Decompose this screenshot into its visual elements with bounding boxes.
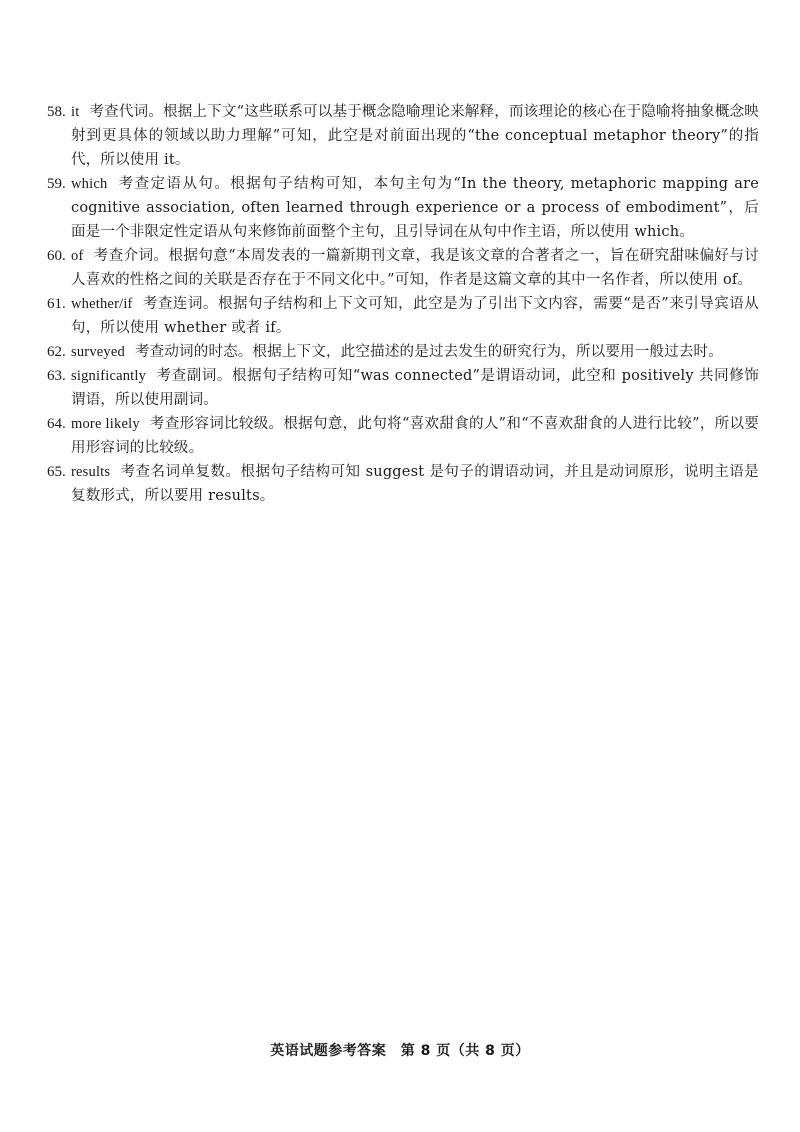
answer-item-58: [47, 100, 759, 172]
answer-word: significantly: [71, 368, 147, 384]
answer-word: which: [71, 176, 108, 192]
item-body: [71, 292, 759, 340]
item-body: [71, 460, 759, 508]
explanation: 考查定语从句。根据句子结构可知，本句主句为“In the theory, metaphoric mapping are cognitive association, often learned through experience or a process of embodiment”，后面是一个非限定性定语从句来修饰前面整个主句，且引导词在从句中作主语，所以使用 which。: [71, 176, 759, 240]
answer-item-63: [47, 364, 759, 412]
item-body: [71, 364, 759, 412]
item-body: [71, 340, 759, 364]
explanation: 考查名词单复数。根据句子结构可知 suggest 是句子的谓语动词，并且是动词原形，说明主语是复数形式，所以要用 results。: [71, 464, 759, 504]
answer-item-65: [47, 460, 759, 508]
answer-word: results: [71, 464, 111, 480]
page-footer: 英语试题参考答案 第 8 页（共 8 页）: [270, 1043, 530, 1059]
item-body: [71, 412, 759, 460]
answer-item-61: [47, 292, 759, 340]
answer-item-59: [47, 172, 759, 244]
answer-word: of: [71, 248, 84, 264]
explanation: 考查动词的时态。根据上下文，此空描述的是过去发生的研究行为，所以要用一般过去时。: [134, 344, 723, 360]
explanation: 考查副词。根据句子结构可知“was connected”是谓语动词，此空和 positively 共同修饰谓语，所以使用副词。: [71, 368, 759, 408]
explanation: 考查形容词比较级。根据句意，此句将“喜欢甜食的人”和“不喜欢甜食的人进行比较”，所以要用形容词的比较级。: [71, 416, 760, 456]
answer-item-62: [47, 340, 759, 364]
item-number: 61.: [47, 296, 66, 312]
item-number: 65.: [47, 464, 66, 480]
item-body: [71, 100, 759, 172]
answer-word: more likely: [71, 416, 140, 432]
item-body: [71, 172, 759, 244]
item-number: 64.: [47, 416, 66, 432]
answer-list: [47, 100, 759, 508]
explanation: 考查介词。根据句意“本周发表的一篇新期刊文章，我是该文章的合著者之一，旨在研究甜味偏好与讨人喜欢的性格之间的关联是否存在于不同文化中。”可知，作者是这篇文章的其中一名作者，所以使用 of。: [71, 248, 759, 288]
answer-word: it: [71, 104, 80, 120]
item-number: 63.: [47, 368, 66, 384]
answer-word: whether/if: [71, 296, 133, 312]
explanation: 考查代词。根据上下文“这些联系可以基于概念隐喻理论来解释，而该理论的核心在于隐喻将抽象概念映射到更具体的领域以助力理解”可知，此空是对前面出现的“the conceptual metaphor theory”的指代，所以使用 it。: [71, 104, 759, 168]
answer-item-64: [47, 412, 759, 460]
item-number: 60.: [47, 248, 66, 264]
item-number: 59.: [47, 176, 66, 192]
item-number: 58.: [47, 104, 66, 120]
explanation: 考查连词。根据句子结构和上下文可知，此空是为了引出下文内容，需要“是否”来引导宾语从句，所以使用 whether 或者 if。: [71, 296, 759, 336]
answer-item-60: [47, 244, 759, 292]
item-body: [71, 244, 759, 292]
answer-word: surveyed: [71, 344, 125, 360]
item-number: 62.: [47, 344, 66, 360]
